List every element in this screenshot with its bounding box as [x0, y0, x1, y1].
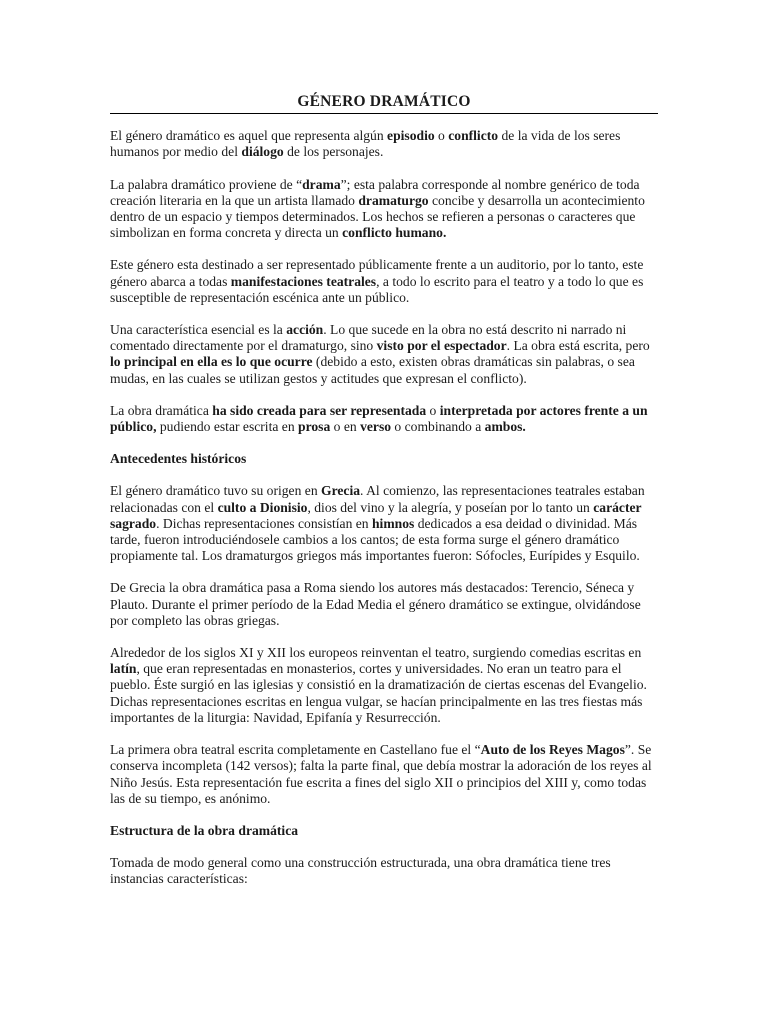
- paragraph-representation: La obra dramática ha sido creada para ser representada o interpretada por actores frente a un público, pudiendo estar escrita en prosa o en verso o combinando a ambos.: [110, 402, 648, 435]
- paragraph-action: Una característica esencial es la acción. Lo que sucede en la obra no está descrito ni narrado ni comentado directamente por el dramaturgo, sino visto por el espectador. La obra está escrita, pero lo principal en ella es lo que ocurre (debido a esto, existen obras dramáticas sin palabras, o sea mudas, en las cuales se utilizan gestos y actitudes que expresan el conflicto).: [110, 322, 650, 386]
- paragraph-purpose: Este género esta destinado a ser representado públicamente frente a un auditorio, por lo tanto, este género abarca a todas manifestaciones teatrales, a todo lo escrito para el teatro y a todo lo que es susceptible de representación escénica ante un público.: [110, 257, 644, 305]
- document-page: [110, 82, 658, 904]
- paragraph-origin-greece: El género dramático tuvo su origen en Grecia. Al comienzo, las representaciones teatrales estaban relacionadas con el culto a Dionisio, dios del vino y la alegría, y poseían por lo tanto un carácter sagrado. Dichas representaciones consistían en himnos dedicados a esa deidad o divinidad. Más tarde, fueron introduciéndosele cambios a los cantos; de esta forma surge el género dramático propiamente tal. Los dramaturgos griegos más importantes fueron: Sófocles, Eurípides y Esquilo.: [110, 483, 645, 564]
- document-title: GÉNERO DRAMÁTICO: [110, 82, 658, 114]
- paragraph-structure-intro: Tomada de modo general como una construcción estructurada, una obra dramática tiene tres instancias características:: [110, 855, 611, 887]
- heading-estructura: Estructura de la obra dramática: [110, 822, 299, 838]
- heading-antecedentes: Antecedentes históricos: [110, 451, 247, 467]
- paragraph-middle-ages: Alrededor de los siglos XI y XII los europeos reinventan el teatro, surgiendo comedias escritas en latín, que eran representadas en monasterios, cortes y universidades. No eran un teatro para el pueblo. Éste surgió en las iglesias y consistió en la dramatización de ciertas escenas del Evangelio. Dichas representaciones escritas en lengua vulgar, se hacían principalmente en las tres fiestas más importantes de la liturgia: Navidad, Epifanía y Resurrección.: [110, 645, 647, 725]
- paragraph-auto-reyes-magos: La primera obra teatral escrita completamente en Castellano fue el “Auto de los Reyes Magos”. Se conserva incompleta (142 versos); falta la parte final, que debía mostrar la adoración de los reyes al Niño Jesús. Esta representación fue escrita a fines del siglo XII o principios del XIII y, como todas las de su tiempo, es anónimo.: [110, 742, 652, 806]
- paragraph-etymology: La palabra dramático proviene de “drama”; esta palabra corresponde al nombre genérico de toda creación literaria en la que un artista llamado dramaturgo concibe y desarrolla un acontecimiento dentro de un espacio y tiempos determinados. Los hechos se refieren a personas o caracteres que simbolizan en forma concreta y directa un conflicto humano.: [110, 176, 645, 241]
- paragraph-definition: El género dramático es aquel que representa algún episodio o conflicto de la vida de los seres humanos por medio del diálogo de los personajes.: [110, 128, 621, 160]
- paragraph-rome: De Grecia la obra dramática pasa a Roma siendo los autores más destacados: Terencio, Séneca y Plauto. Durante el primer período de la Edad Media el género dramático se extingue, olvidándose por completo las obras griegas.: [110, 580, 641, 628]
